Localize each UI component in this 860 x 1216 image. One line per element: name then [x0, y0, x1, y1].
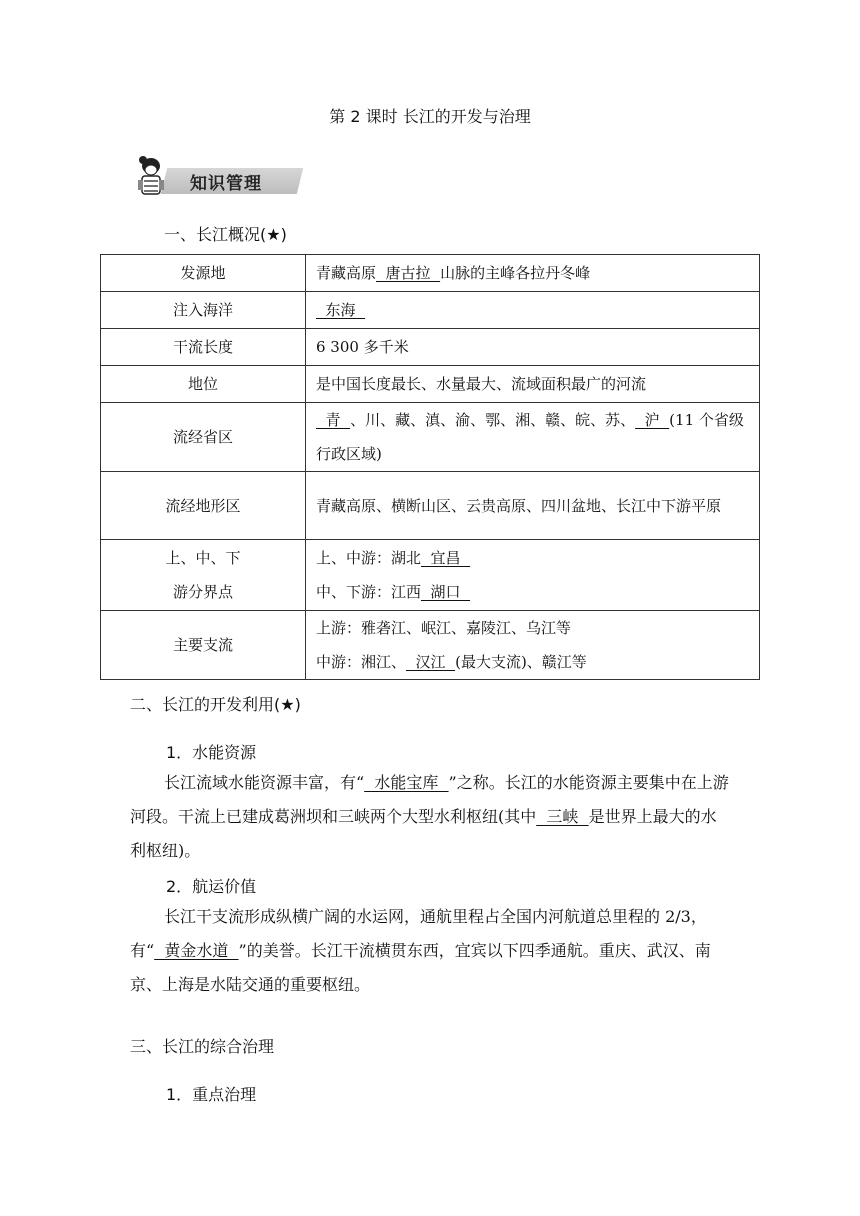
row-value: 青藏高原、横断山区、云贵高原、四川盆地、长江中下游平原 — [306, 472, 760, 540]
table-row — [101, 540, 760, 611]
row-value: 青藏高原 唐古拉 山脉的主峰各拉丹冬峰 — [306, 255, 760, 292]
row-label: 地位 — [101, 366, 306, 403]
row-value: 上、中游：湖北 宜昌 中、下游：江西 湖口 — [306, 540, 760, 611]
answer-blank: 湖口 — [421, 583, 471, 601]
table-row — [101, 292, 760, 329]
row-value: 是中国长度最长、水量最大、流域面积最广的河流 — [306, 366, 760, 403]
subheading-key-governance: 1．重点治理 — [166, 1085, 257, 1104]
table-row — [101, 472, 760, 540]
paragraph-hydropower: 长江流域水能资源丰富，有“ 水能宝库 ”之称。长江的水能资源主要集中在上游河段。干流上已建成葛洲坝和三峡两个大型水利枢纽(其中 三峡 是世界上最大的水利枢纽)。 — [130, 773, 729, 860]
row-label: 干流长度 — [101, 329, 306, 366]
section-heading-overview: 一、长江概况(★) — [164, 225, 287, 244]
subheading-hydropower: 1．水能资源 — [166, 743, 257, 762]
answer-blank: 宜昌 — [421, 549, 471, 567]
answer-blank: 沪 — [635, 411, 670, 429]
table-row — [101, 611, 760, 680]
row-value — [306, 292, 760, 329]
table-row — [101, 255, 760, 292]
row-label: 主要支流 — [101, 611, 306, 680]
row-value: 青 、川、藏、滇、渝、鄂、湘、赣、皖、苏、 沪 (11 个省级行政区域) — [306, 403, 760, 472]
section-heading-development: 二、长江的开发利用(★) — [130, 695, 301, 714]
row-value: 6 300 多千米 — [306, 329, 760, 366]
banner-label: 知识管理 — [190, 174, 262, 194]
paragraph-shipping: 长江干支流形成纵横广阔的水运网，通航里程占全国内河航道总里程的 2/3，有“ 黄金水道 ”的美誉。长江干流横贯东西，宜宾以下四季通航。重庆、武汉、南京、上海是水陆交通的重要枢纽。 — [130, 907, 711, 994]
answer-blank: 三峡 — [536, 807, 589, 826]
section-heading-governance: 三、长江的综合治理 — [130, 1037, 275, 1056]
answer-blank: 汉江 — [406, 653, 456, 671]
row-label: 流经地形区 — [101, 472, 306, 540]
section-banner — [130, 156, 302, 200]
row-label: 上、中、下 游分界点 — [101, 540, 306, 611]
subheading-shipping: 2．航运价值 — [166, 877, 257, 896]
answer-blank: 青 — [316, 411, 351, 429]
row-value: 上游：雅砻江、岷江、嘉陵江、乌江等 中游：湘江、 汉江 (最大支流)、赣江等 — [306, 611, 760, 680]
answer-blank: 唐古拉 — [376, 264, 441, 282]
table-row — [101, 403, 760, 472]
row-label: 流经省区 — [101, 403, 306, 472]
answer-blank: 水能宝库 — [364, 773, 449, 792]
page-title: 第 2 课时 长江的开发与治理 — [329, 107, 531, 126]
answer-blank: 黄金水道 — [154, 941, 239, 960]
answer-blank: 东海 — [316, 301, 366, 319]
row-label: 注入海洋 — [101, 292, 306, 329]
yangtze-overview-table — [100, 254, 760, 680]
student-mascot-icon — [130, 156, 172, 200]
table-row — [101, 366, 760, 403]
table-row — [101, 329, 760, 366]
row-label: 发源地 — [101, 255, 306, 292]
